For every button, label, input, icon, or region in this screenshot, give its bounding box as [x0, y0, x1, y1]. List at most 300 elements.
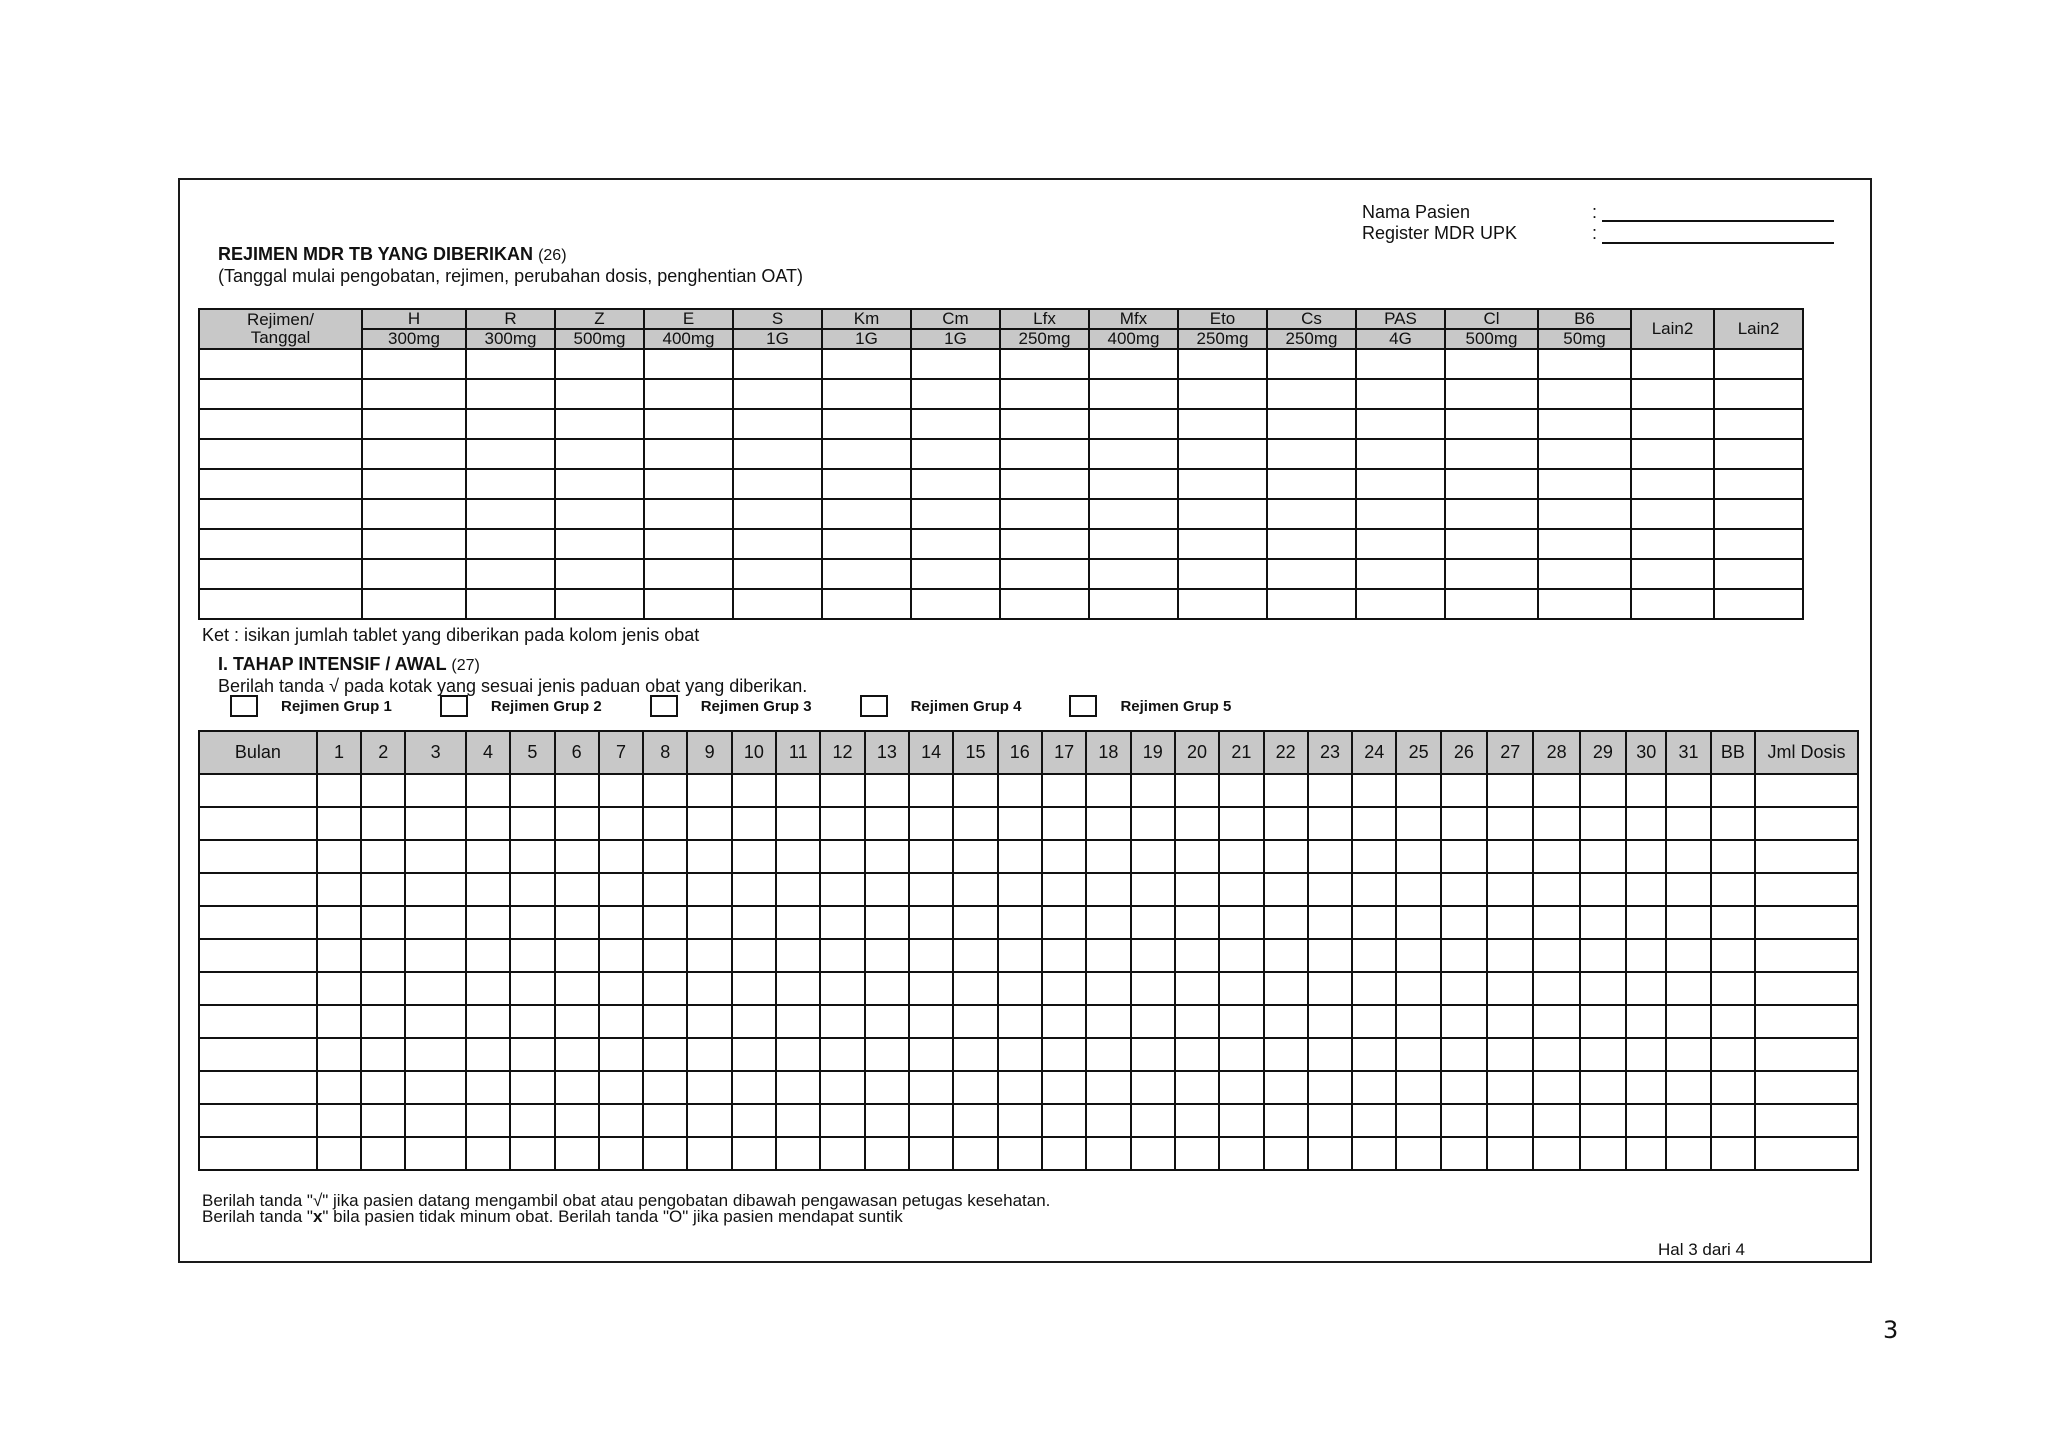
day-cell[interactable]: [1396, 906, 1440, 939]
regimen-cell[interactable]: [362, 529, 466, 559]
day-cell[interactable]: [1086, 807, 1130, 840]
regimen-cell[interactable]: [822, 529, 911, 559]
regimen-cell[interactable]: [1631, 469, 1714, 499]
day-cell[interactable]: [1264, 1005, 1308, 1038]
regimen-cell[interactable]: [199, 469, 362, 499]
day-cell[interactable]: [555, 1005, 599, 1038]
day-cell[interactable]: [1042, 873, 1086, 906]
day-cell[interactable]: [687, 774, 731, 807]
day-cell[interactable]: [1086, 1104, 1130, 1137]
day-cell[interactable]: [1487, 1137, 1533, 1170]
day-cell[interactable]: [1441, 774, 1487, 807]
day-cell[interactable]: [1396, 1038, 1440, 1071]
day-cell[interactable]: [687, 840, 731, 873]
day-cell[interactable]: [953, 939, 997, 972]
day-cell[interactable]: [466, 939, 510, 972]
day-cell[interactable]: [1175, 840, 1219, 873]
day-cell[interactable]: [1086, 1137, 1130, 1170]
regimen-cell[interactable]: [1000, 439, 1089, 469]
regimen-cell[interactable]: [555, 529, 644, 559]
day-cell[interactable]: [1264, 1137, 1308, 1170]
day-cell[interactable]: [998, 906, 1042, 939]
day-cell[interactable]: [1175, 906, 1219, 939]
regimen-cell[interactable]: [911, 439, 1000, 469]
day-cell[interactable]: [1711, 1005, 1755, 1038]
regimen-cell[interactable]: [1631, 589, 1714, 619]
day-cell[interactable]: [865, 873, 909, 906]
day-cell[interactable]: [317, 807, 361, 840]
regimen-cell[interactable]: [1631, 379, 1714, 409]
day-cell[interactable]: [776, 939, 820, 972]
day-cell[interactable]: [687, 1071, 731, 1104]
day-cell[interactable]: [865, 1104, 909, 1137]
day-cell[interactable]: [1626, 1137, 1666, 1170]
day-cell[interactable]: [1396, 1137, 1440, 1170]
regimen-cell[interactable]: [1178, 469, 1267, 499]
day-cell[interactable]: [1755, 1071, 1858, 1104]
day-cell[interactable]: [1175, 1104, 1219, 1137]
day-cell[interactable]: [1219, 1071, 1263, 1104]
day-cell[interactable]: [953, 873, 997, 906]
day-cell[interactable]: [1219, 1137, 1263, 1170]
regimen-cell[interactable]: [1089, 469, 1178, 499]
day-cell[interactable]: [732, 1104, 776, 1137]
day-cell[interactable]: [998, 939, 1042, 972]
day-cell[interactable]: [361, 807, 405, 840]
day-cell[interactable]: [1086, 774, 1130, 807]
day-cell[interactable]: [405, 1137, 465, 1170]
day-cell[interactable]: [510, 1137, 554, 1170]
regimen-cell[interactable]: [1356, 379, 1445, 409]
day-cell[interactable]: [1396, 1071, 1440, 1104]
day-cell[interactable]: [555, 840, 599, 873]
day-cell[interactable]: [1175, 1038, 1219, 1071]
day-cell[interactable]: [776, 1071, 820, 1104]
day-cell[interactable]: [1666, 1071, 1710, 1104]
day-cell[interactable]: [909, 1104, 953, 1137]
regimen-cell[interactable]: [733, 379, 822, 409]
regimen-cell[interactable]: [1538, 409, 1631, 439]
day-cell[interactable]: [1131, 1071, 1175, 1104]
day-cell[interactable]: [1352, 774, 1396, 807]
regimen-cell[interactable]: [1000, 409, 1089, 439]
regimen-cell[interactable]: [733, 409, 822, 439]
day-cell[interactable]: [1487, 1038, 1533, 1071]
register-field[interactable]: [1602, 242, 1834, 244]
day-cell[interactable]: [820, 1005, 864, 1038]
day-cell[interactable]: [1755, 840, 1858, 873]
regimen-cell[interactable]: [733, 589, 822, 619]
day-cell[interactable]: [643, 774, 687, 807]
day-cell[interactable]: [1755, 774, 1858, 807]
day-cell[interactable]: [1441, 1071, 1487, 1104]
day-cell[interactable]: [1264, 1071, 1308, 1104]
day-cell[interactable]: [1626, 972, 1666, 1005]
day-cell[interactable]: [599, 906, 643, 939]
day-cell[interactable]: [643, 1137, 687, 1170]
regimen-cell[interactable]: [1445, 349, 1538, 379]
day-cell[interactable]: [1219, 1038, 1263, 1071]
day-cell[interactable]: [1755, 906, 1858, 939]
day-cell[interactable]: [1042, 1104, 1086, 1137]
day-cell[interactable]: [865, 939, 909, 972]
regimen-cell[interactable]: [1631, 529, 1714, 559]
day-cell[interactable]: [1308, 1038, 1352, 1071]
day-cell[interactable]: [909, 1137, 953, 1170]
day-cell[interactable]: [510, 774, 554, 807]
day-cell[interactable]: [909, 807, 953, 840]
regimen-cell[interactable]: [1089, 409, 1178, 439]
day-cell[interactable]: [510, 1071, 554, 1104]
day-cell[interactable]: [199, 840, 317, 873]
day-cell[interactable]: [1666, 807, 1710, 840]
day-cell[interactable]: [555, 939, 599, 972]
day-cell[interactable]: [1626, 873, 1666, 906]
regimen-cell[interactable]: [1445, 499, 1538, 529]
day-cell[interactable]: [361, 774, 405, 807]
day-cell[interactable]: [1441, 873, 1487, 906]
regimen-cell[interactable]: [1178, 349, 1267, 379]
day-cell[interactable]: [317, 1104, 361, 1137]
day-cell[interactable]: [687, 1038, 731, 1071]
day-cell[interactable]: [1042, 1137, 1086, 1170]
day-cell[interactable]: [687, 939, 731, 972]
regimen-cell[interactable]: [1631, 409, 1714, 439]
day-cell[interactable]: [1580, 1137, 1626, 1170]
day-cell[interactable]: [1580, 1038, 1626, 1071]
day-cell[interactable]: [466, 1005, 510, 1038]
day-cell[interactable]: [865, 906, 909, 939]
regimen-cell[interactable]: [1267, 409, 1356, 439]
day-cell[interactable]: [776, 873, 820, 906]
day-cell[interactable]: [820, 1038, 864, 1071]
day-cell[interactable]: [953, 774, 997, 807]
regimen-cell[interactable]: [1445, 379, 1538, 409]
day-cell[interactable]: [1580, 774, 1626, 807]
day-cell[interactable]: [1264, 1038, 1308, 1071]
day-cell[interactable]: [643, 939, 687, 972]
regimen-cell[interactable]: [644, 379, 733, 409]
day-cell[interactable]: [199, 1104, 317, 1137]
regimen-cell[interactable]: [1089, 349, 1178, 379]
day-cell[interactable]: [732, 939, 776, 972]
day-cell[interactable]: [1131, 972, 1175, 1005]
day-cell[interactable]: [820, 1071, 864, 1104]
day-cell[interactable]: [361, 1005, 405, 1038]
regimen-cell[interactable]: [1714, 349, 1803, 379]
regimen-cell[interactable]: [199, 589, 362, 619]
regimen-cell[interactable]: [199, 559, 362, 589]
regimen-cell[interactable]: [733, 529, 822, 559]
regimen-cell[interactable]: [362, 409, 466, 439]
regimen-cell[interactable]: [466, 409, 555, 439]
regimen-cell[interactable]: [1178, 439, 1267, 469]
day-cell[interactable]: [776, 1005, 820, 1038]
regimen-cell[interactable]: [555, 469, 644, 499]
day-cell[interactable]: [317, 939, 361, 972]
regimen-cell[interactable]: [644, 409, 733, 439]
day-cell[interactable]: [1580, 1071, 1626, 1104]
day-cell[interactable]: [1487, 906, 1533, 939]
day-cell[interactable]: [998, 807, 1042, 840]
day-cell[interactable]: [865, 972, 909, 1005]
day-cell[interactable]: [820, 906, 864, 939]
day-cell[interactable]: [466, 1071, 510, 1104]
day-cell[interactable]: [1086, 972, 1130, 1005]
day-cell[interactable]: [1086, 1038, 1130, 1071]
regimen-cell[interactable]: [362, 439, 466, 469]
regimen-group-option[interactable]: [650, 695, 812, 717]
day-cell[interactable]: [1755, 1038, 1858, 1071]
day-cell[interactable]: [1131, 840, 1175, 873]
day-cell[interactable]: [1487, 939, 1533, 972]
regimen-cell[interactable]: [199, 349, 362, 379]
day-cell[interactable]: [776, 1038, 820, 1071]
regimen-cell[interactable]: [1356, 349, 1445, 379]
regimen-group-checkbox[interactable]: [860, 695, 888, 717]
day-cell[interactable]: [953, 840, 997, 873]
regimen-cell[interactable]: [1714, 529, 1803, 559]
day-cell[interactable]: [466, 840, 510, 873]
day-cell[interactable]: [555, 774, 599, 807]
regimen-cell[interactable]: [1000, 499, 1089, 529]
regimen-group-checkbox[interactable]: [650, 695, 678, 717]
day-cell[interactable]: [643, 1071, 687, 1104]
day-cell[interactable]: [1131, 939, 1175, 972]
day-cell[interactable]: [1352, 873, 1396, 906]
day-cell[interactable]: [1219, 840, 1263, 873]
regimen-cell[interactable]: [1178, 529, 1267, 559]
regimen-cell[interactable]: [1714, 439, 1803, 469]
day-cell[interactable]: [1131, 906, 1175, 939]
day-cell[interactable]: [466, 1038, 510, 1071]
regimen-cell[interactable]: [1356, 499, 1445, 529]
day-cell[interactable]: [1441, 1137, 1487, 1170]
day-cell[interactable]: [643, 906, 687, 939]
day-cell[interactable]: [1487, 873, 1533, 906]
regimen-cell[interactable]: [466, 439, 555, 469]
regimen-cell[interactable]: [822, 589, 911, 619]
day-cell[interactable]: [405, 906, 465, 939]
day-cell[interactable]: [599, 807, 643, 840]
regimen-cell[interactable]: [362, 469, 466, 499]
day-cell[interactable]: [405, 1104, 465, 1137]
regimen-cell[interactable]: [733, 349, 822, 379]
day-cell[interactable]: [1441, 1005, 1487, 1038]
day-cell[interactable]: [687, 873, 731, 906]
regimen-cell[interactable]: [1631, 559, 1714, 589]
day-cell[interactable]: [776, 1137, 820, 1170]
day-cell[interactable]: [599, 939, 643, 972]
day-cell[interactable]: [953, 1038, 997, 1071]
day-cell[interactable]: [361, 972, 405, 1005]
regimen-cell[interactable]: [1445, 589, 1538, 619]
day-cell[interactable]: [820, 873, 864, 906]
regimen-cell[interactable]: [1445, 559, 1538, 589]
day-cell[interactable]: [361, 1071, 405, 1104]
day-cell[interactable]: [1219, 807, 1263, 840]
day-cell[interactable]: [1308, 972, 1352, 1005]
day-cell[interactable]: [405, 873, 465, 906]
day-cell[interactable]: [1086, 873, 1130, 906]
regimen-cell[interactable]: [733, 559, 822, 589]
day-cell[interactable]: [820, 774, 864, 807]
day-cell[interactable]: [1042, 774, 1086, 807]
day-cell[interactable]: [1175, 873, 1219, 906]
day-cell[interactable]: [909, 972, 953, 1005]
day-cell[interactable]: [599, 774, 643, 807]
day-cell[interactable]: [1441, 906, 1487, 939]
day-cell[interactable]: [1487, 774, 1533, 807]
day-cell[interactable]: [820, 807, 864, 840]
day-cell[interactable]: [865, 840, 909, 873]
day-cell[interactable]: [998, 774, 1042, 807]
regimen-cell[interactable]: [1356, 409, 1445, 439]
regimen-cell[interactable]: [466, 469, 555, 499]
day-cell[interactable]: [865, 1137, 909, 1170]
day-cell[interactable]: [199, 807, 317, 840]
day-cell[interactable]: [1711, 1137, 1755, 1170]
regimen-cell[interactable]: [199, 529, 362, 559]
regimen-cell[interactable]: [199, 379, 362, 409]
day-cell[interactable]: [510, 873, 554, 906]
day-cell[interactable]: [1396, 939, 1440, 972]
day-cell[interactable]: [687, 1137, 731, 1170]
day-cell[interactable]: [1308, 873, 1352, 906]
day-cell[interactable]: [1264, 873, 1308, 906]
day-cell[interactable]: [1626, 939, 1666, 972]
day-cell[interactable]: [466, 972, 510, 1005]
day-cell[interactable]: [732, 1071, 776, 1104]
day-cell[interactable]: [555, 1038, 599, 1071]
day-cell[interactable]: [820, 1137, 864, 1170]
day-cell[interactable]: [953, 972, 997, 1005]
day-cell[interactable]: [555, 906, 599, 939]
regimen-cell[interactable]: [1445, 469, 1538, 499]
day-cell[interactable]: [998, 840, 1042, 873]
regimen-cell[interactable]: [1267, 529, 1356, 559]
regimen-cell[interactable]: [1178, 409, 1267, 439]
day-cell[interactable]: [405, 807, 465, 840]
day-cell[interactable]: [1487, 807, 1533, 840]
day-cell[interactable]: [1580, 939, 1626, 972]
regimen-cell[interactable]: [1089, 499, 1178, 529]
day-cell[interactable]: [599, 1038, 643, 1071]
day-cell[interactable]: [865, 1038, 909, 1071]
regimen-cell[interactable]: [911, 379, 1000, 409]
day-cell[interactable]: [1264, 840, 1308, 873]
day-cell[interactable]: [1219, 906, 1263, 939]
day-cell[interactable]: [1042, 906, 1086, 939]
regimen-cell[interactable]: [466, 379, 555, 409]
day-cell[interactable]: [1308, 774, 1352, 807]
day-cell[interactable]: [732, 1137, 776, 1170]
day-cell[interactable]: [1441, 939, 1487, 972]
regimen-cell[interactable]: [911, 559, 1000, 589]
day-cell[interactable]: [1308, 807, 1352, 840]
day-cell[interactable]: [361, 1038, 405, 1071]
day-cell[interactable]: [1352, 906, 1396, 939]
regimen-cell[interactable]: [555, 559, 644, 589]
regimen-cell[interactable]: [911, 349, 1000, 379]
day-cell[interactable]: [732, 873, 776, 906]
day-cell[interactable]: [953, 1104, 997, 1137]
day-cell[interactable]: [1533, 873, 1579, 906]
day-cell[interactable]: [1533, 1038, 1579, 1071]
day-cell[interactable]: [820, 1104, 864, 1137]
day-cell[interactable]: [1666, 939, 1710, 972]
day-cell[interactable]: [998, 1071, 1042, 1104]
day-cell[interactable]: [1042, 972, 1086, 1005]
day-cell[interactable]: [1755, 1005, 1858, 1038]
day-cell[interactable]: [510, 1038, 554, 1071]
day-cell[interactable]: [555, 807, 599, 840]
regimen-cell[interactable]: [644, 469, 733, 499]
regimen-cell[interactable]: [1631, 439, 1714, 469]
day-cell[interactable]: [953, 906, 997, 939]
day-cell[interactable]: [1580, 1104, 1626, 1137]
day-cell[interactable]: [1352, 1038, 1396, 1071]
regimen-cell[interactable]: [1631, 499, 1714, 529]
regimen-cell[interactable]: [1538, 439, 1631, 469]
day-cell[interactable]: [1711, 1038, 1755, 1071]
day-cell[interactable]: [1352, 1005, 1396, 1038]
regimen-cell[interactable]: [1089, 529, 1178, 559]
day-cell[interactable]: [687, 972, 731, 1005]
day-cell[interactable]: [466, 807, 510, 840]
day-cell[interactable]: [732, 1005, 776, 1038]
day-cell[interactable]: [953, 1137, 997, 1170]
day-cell[interactable]: [953, 1071, 997, 1104]
day-cell[interactable]: [361, 840, 405, 873]
day-cell[interactable]: [466, 1104, 510, 1137]
day-cell[interactable]: [687, 1104, 731, 1137]
day-cell[interactable]: [361, 1137, 405, 1170]
day-cell[interactable]: [998, 1005, 1042, 1038]
regimen-cell[interactable]: [1178, 589, 1267, 619]
day-cell[interactable]: [1131, 1137, 1175, 1170]
regimen-cell[interactable]: [644, 349, 733, 379]
day-cell[interactable]: [1755, 873, 1858, 906]
day-cell[interactable]: [1533, 1137, 1579, 1170]
day-cell[interactable]: [1352, 939, 1396, 972]
day-cell[interactable]: [1755, 1104, 1858, 1137]
day-cell[interactable]: [317, 906, 361, 939]
day-cell[interactable]: [405, 939, 465, 972]
day-cell[interactable]: [1533, 840, 1579, 873]
day-cell[interactable]: [909, 906, 953, 939]
regimen-cell[interactable]: [1267, 439, 1356, 469]
day-cell[interactable]: [732, 807, 776, 840]
day-cell[interactable]: [909, 1071, 953, 1104]
day-cell[interactable]: [1042, 939, 1086, 972]
regimen-cell[interactable]: [1356, 469, 1445, 499]
day-cell[interactable]: [1580, 906, 1626, 939]
day-cell[interactable]: [361, 873, 405, 906]
day-cell[interactable]: [405, 774, 465, 807]
day-cell[interactable]: [1175, 1005, 1219, 1038]
day-cell[interactable]: [1441, 1038, 1487, 1071]
regimen-cell[interactable]: [1089, 559, 1178, 589]
regimen-cell[interactable]: [555, 379, 644, 409]
day-cell[interactable]: [1308, 1137, 1352, 1170]
day-cell[interactable]: [1175, 1071, 1219, 1104]
regimen-cell[interactable]: [822, 559, 911, 589]
day-cell[interactable]: [732, 906, 776, 939]
day-cell[interactable]: [1711, 807, 1755, 840]
day-cell[interactable]: [732, 774, 776, 807]
day-cell[interactable]: [1711, 939, 1755, 972]
